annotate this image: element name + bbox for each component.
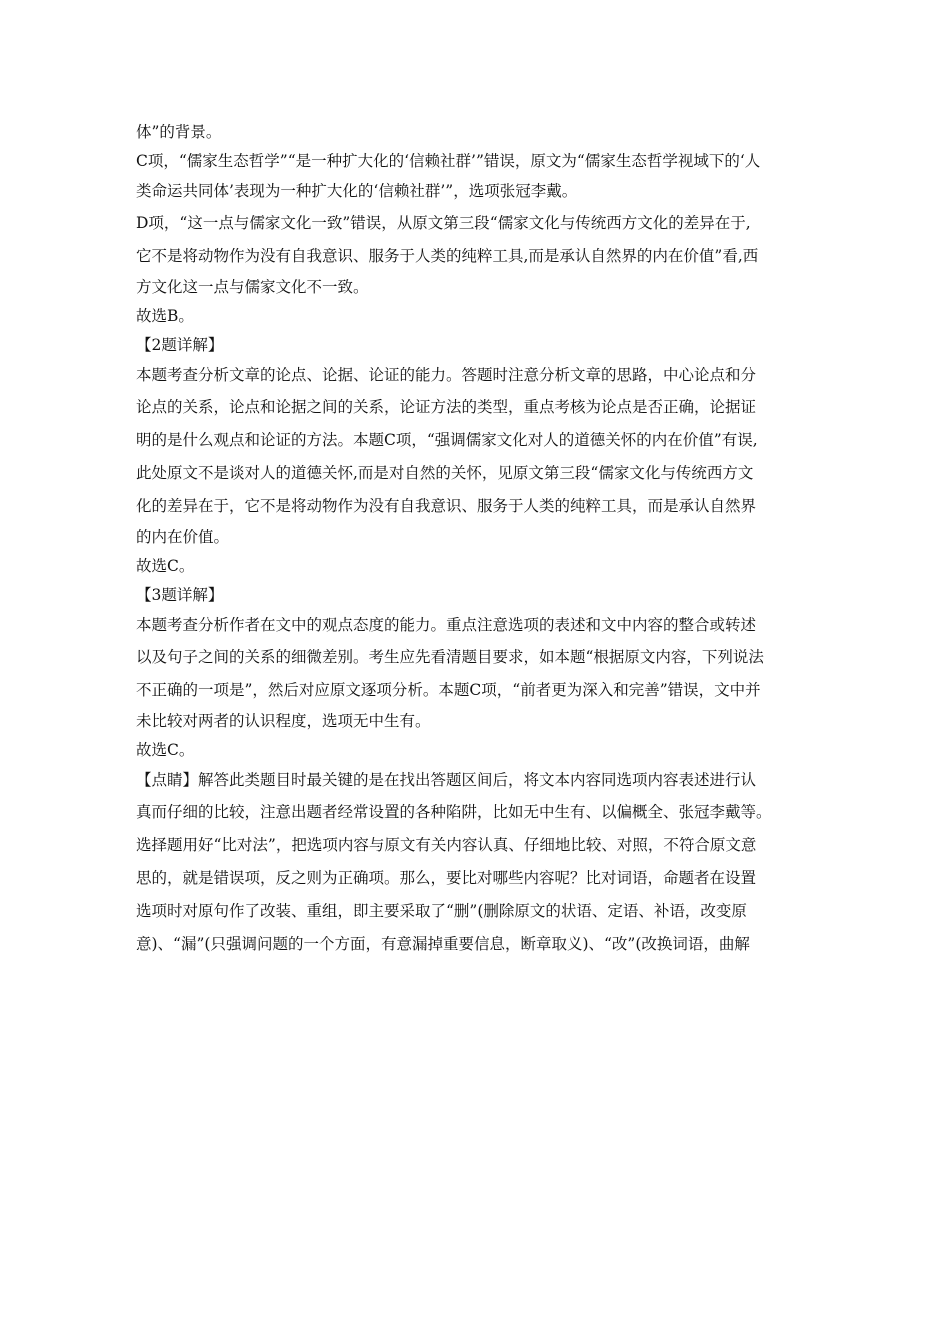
text-line: 选项时对原句作了改装、重组，即主要采取了“删”(删除原文的状语、定语、补语，改变原 xyxy=(136,902,747,920)
text-line: 体”的背景。 xyxy=(136,123,222,141)
text-line: 明的是什么观点和论证的方法。本题C项，“强调儒家文化对人的道德关怀的内在价值”有误, xyxy=(136,431,758,449)
text-line: 论点的关系，论点和论据之间的关系，论证方法的类型，重点考核为论点是否正确，论据证 xyxy=(136,398,757,416)
text-line: 的内在价值。 xyxy=(136,528,230,546)
text-line: 未比较对两者的认识程度，选项无中生有。 xyxy=(136,712,431,730)
text-line: 化的差异在于，它不是将动物作为没有自我意识、服务于人类的纯粹工具，而是承认自然界 xyxy=(136,497,757,515)
text-line: 此处原文不是谈对人的道德关怀,而是对自然的关怀，见原文第三段“儒家文化与传统西方文 xyxy=(136,464,754,482)
text-line: 类命运共同体’表现为一种扩大化的‘信赖社群’”，选项张冠李戴。 xyxy=(136,182,578,200)
text-line: 真而仔细的比较，注意出题者经常设置的各种陷阱，比如无中生有、以偏概全、张冠李戴等。 xyxy=(136,803,772,821)
text-line: 思的，就是错误项，反之则为正确项。那么，要比对哪些内容呢？比对词语，命题者在设置 xyxy=(136,869,757,887)
text-line: C项，“儒家生态哲学”“是一种扩大化的‘信赖社群’”错误，原文为“儒家生态哲学视域下的‘人 xyxy=(136,152,761,170)
text-line: 【点睛】解答此类题目时最关键的是在找出答题区间后，将文本内容同选项内容表述进行认 xyxy=(136,771,757,789)
text-line: 选择题用好“比对法”，把选项内容与原文有关内容认真、仔细地比较、对照，不符合原文意 xyxy=(136,836,757,854)
text-line: 不正确的一项是”，然后对应原文逐项分析。本题C项，“前者更为深入和完善”错误，文中并 xyxy=(136,681,761,699)
section-heading: 【2题详解】 xyxy=(136,336,224,354)
text-line: 故选C。 xyxy=(136,741,195,759)
text-line: 方文化这一点与儒家文化不一致。 xyxy=(136,278,369,296)
text-line: 本题考查分析文章的论点、论据、论证的能力。答题时注意分析文章的思路，中心论点和分 xyxy=(136,366,757,384)
text-line: 故选C。 xyxy=(136,557,195,575)
text-line: D项，“这一点与儒家文化一致”错误，从原文第三段“儒家文化与传统西方文化的差异在于, xyxy=(136,214,751,232)
text-line: 意)、“漏”(只强调问题的一个方面，有意漏掉重要信息，断章取义)、“改”(改换词语，曲解 xyxy=(136,935,750,953)
section-heading: 【3题详解】 xyxy=(136,586,224,604)
text-line: 以及句子之间的关系的细微差别。考生应先看清题目要求，如本题“根据原文内容，下列说法 xyxy=(136,648,764,666)
text-line: 它不是将动物作为没有自我意识、服务于人类的纯粹工具,而是承认自然界的内在价值”看,西 xyxy=(136,247,759,265)
text-line: 本题考查分析作者在文中的观点态度的能力。重点注意选项的表述和文中内容的整合或转述 xyxy=(136,616,757,634)
text-line: 故选B。 xyxy=(136,307,194,325)
document-page xyxy=(136,118,816,961)
